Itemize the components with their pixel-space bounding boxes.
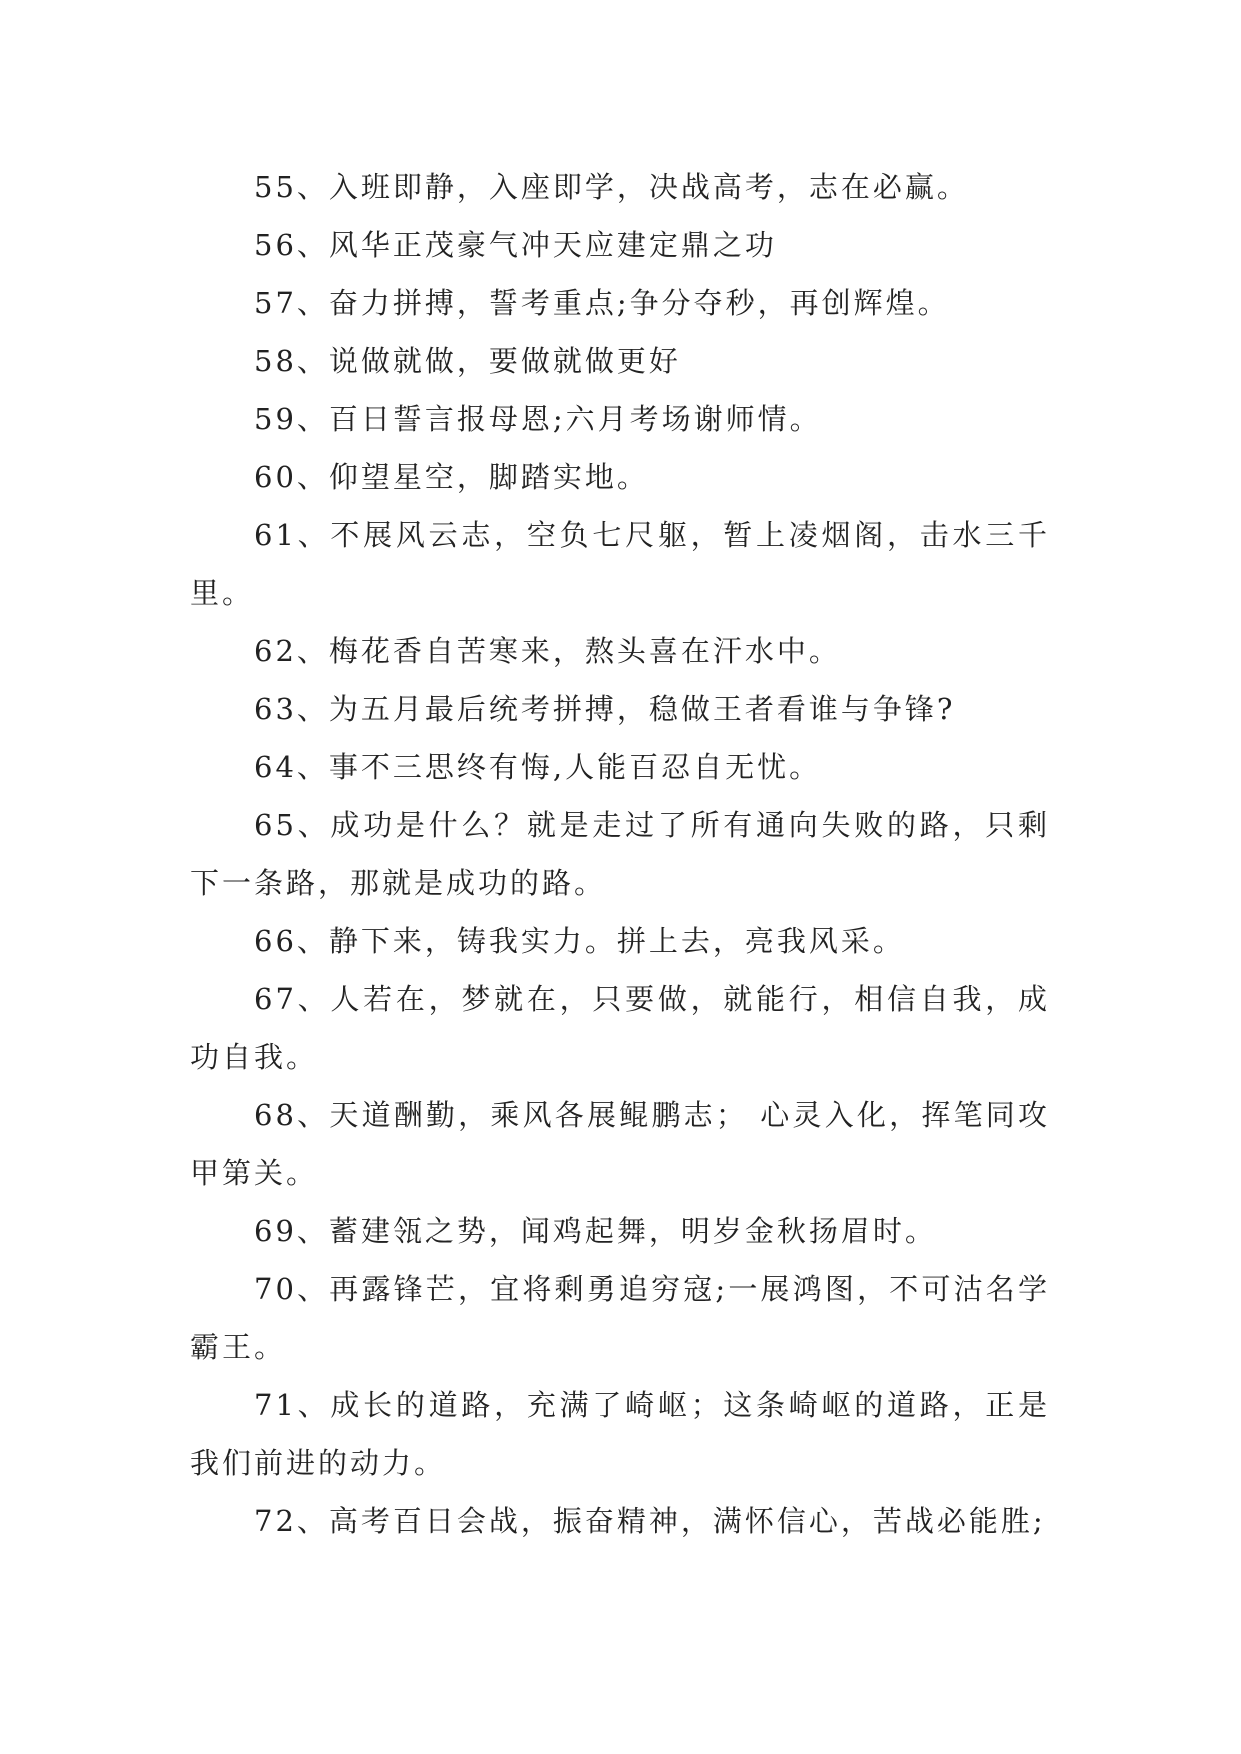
paragraph-61: 61、不展风云志，空负七尺躯，暂上凌烟阁，击水三千里。 [190,518,1050,610]
paragraph-58: 58、说做就做，要做就做更好 [254,344,681,378]
paragraph-57: 57、奋力拼搏，誓考重点;争分夺秒，再创辉煌。 [254,286,950,320]
paragraph-72: 72、高考百日会战，振奋精神，满怀信心，苦战必能胜; [254,1504,1046,1538]
paragraph-65: 65、成功是什么？就是走过了所有通向失败的路，只剩下一条路，那就是成功的路。 [190,808,1050,900]
paragraph-71: 71、成长的道路，充满了崎岖；这条崎岖的道路，正是我们前进的动力。 [190,1388,1050,1480]
paragraph-70: 70、再露锋芒，宜将剩勇追穷寇;一展鸿图，不可沽名学霸王。 [190,1272,1050,1364]
paragraph-66: 66、静下来，铸我实力。拼上去，亮我风采。 [254,924,905,958]
paragraph-69: 69、蓄建瓴之势，闻鸡起舞，明岁金秋扬眉时。 [254,1214,937,1248]
paragraph-64: 64、事不三思终有悔,人能百忍自无忧。 [254,750,822,784]
document-body [190,158,1050,1550]
paragraph-60: 60、仰望星空，脚踏实地。 [254,460,649,494]
paragraph-68: 68、天道酬勤，乘风各展鲲鹏志； 心灵入化，挥笔同攻甲第关。 [190,1098,1050,1190]
paragraph-62: 62、梅花香自苦寒来，熬头喜在汗水中。 [254,634,841,668]
paragraph-59: 59、百日誓言报母恩;六月考场谢师情。 [254,402,822,436]
paragraph-56: 56、风华正茂豪气冲天应建定鼎之功 [254,228,777,262]
paragraph-55: 55、入班即静，入座即学，决战高考，志在必赢。 [254,170,969,204]
paragraph-63: 63、为五月最后统考拼搏，稳做王者看谁与争锋? [254,692,956,726]
paragraph-67: 67、人若在，梦就在，只要做，就能行，相信自我，成功自我。 [190,982,1050,1074]
